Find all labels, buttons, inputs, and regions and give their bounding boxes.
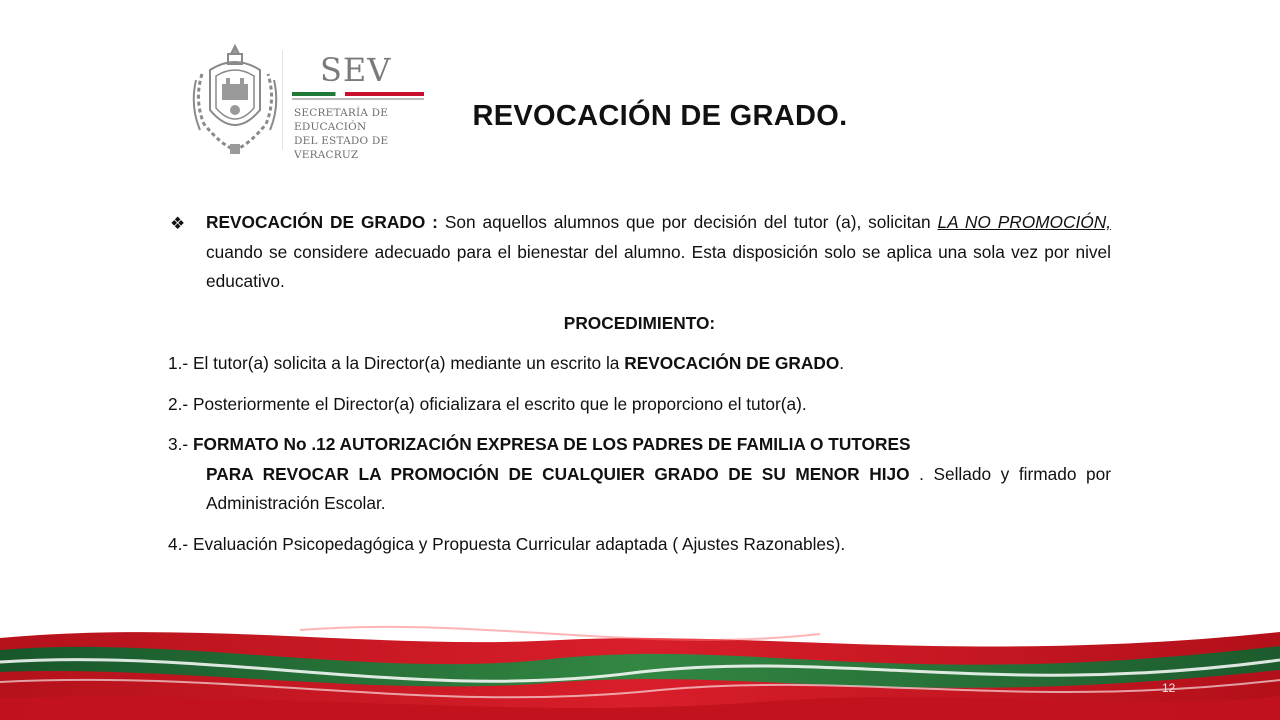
step-4: 4.- Evaluación Psicopedagógica y Propuesta Curricular adaptada ( Ajustes Razonables). bbox=[168, 533, 846, 554]
step-3-bold-1: FORMATO No .12 AUTORIZACIÓN EXPRESA DE LOS PADRES DE FAMILIA O TUTORES bbox=[192, 434, 911, 454]
diamond-bullet-icon: ❖ bbox=[170, 214, 186, 233]
definition-bullet bbox=[168, 208, 1111, 297]
step-1-end: . bbox=[839, 353, 845, 373]
step-3-end: . Sellado y firmado por Administración Escolar. bbox=[206, 463, 1111, 513]
logo-line-1: SECRETARÍA DE EDUCACIÓN bbox=[294, 107, 389, 133]
definition-text-1: Son aquellos alumnos que por decisión del tutor (a), solicitan bbox=[437, 212, 938, 232]
step-1 bbox=[168, 349, 1111, 379]
step-3-prefix: 3.- bbox=[168, 434, 193, 454]
definition-lead: REVOCACIÓN DE GRADO : bbox=[206, 212, 438, 232]
step-1-text: 1.- El tutor(a) solicita a la Director(a) mediante un escrito la bbox=[168, 353, 625, 373]
step-1-bold: REVOCACIÓN DE GRADO bbox=[624, 353, 840, 373]
decorative-ribbon bbox=[0, 610, 1280, 720]
definition-text-2: cuando se considere adecuado para el bienestar del alumno. Esta disposición solo se aplica una sola vez por nivel educativo. bbox=[206, 241, 1111, 291]
veracruz-coat-of-arms-icon bbox=[190, 40, 280, 160]
logo-line-2: DEL ESTADO DE VERACRUZ bbox=[294, 135, 389, 161]
step-3-bold-2: PARA REVOCAR LA PROMOCIÓN DE CUALQUIER GRADO DE SU MENOR HIJO bbox=[206, 463, 910, 484]
content bbox=[168, 208, 1111, 559]
step-3 bbox=[168, 430, 1111, 519]
page-title: REVOCACIÓN DE GRADO. bbox=[472, 100, 848, 132]
logo-acronym: SEV bbox=[320, 51, 392, 89]
sev-logo bbox=[190, 40, 435, 160]
logo-divider bbox=[282, 50, 283, 150]
step-2: 2.- Posteriormente el Director(a) oficializara el escrito que le proporciono el tutor(a). bbox=[168, 393, 807, 414]
procedure-heading: PROCEDIMIENTO: bbox=[563, 312, 716, 333]
logo-flag-stripe bbox=[292, 92, 424, 96]
page-number: 12 bbox=[1162, 681, 1176, 695]
definition-emphasis: LA NO PROMOCIÓN, bbox=[937, 212, 1112, 232]
